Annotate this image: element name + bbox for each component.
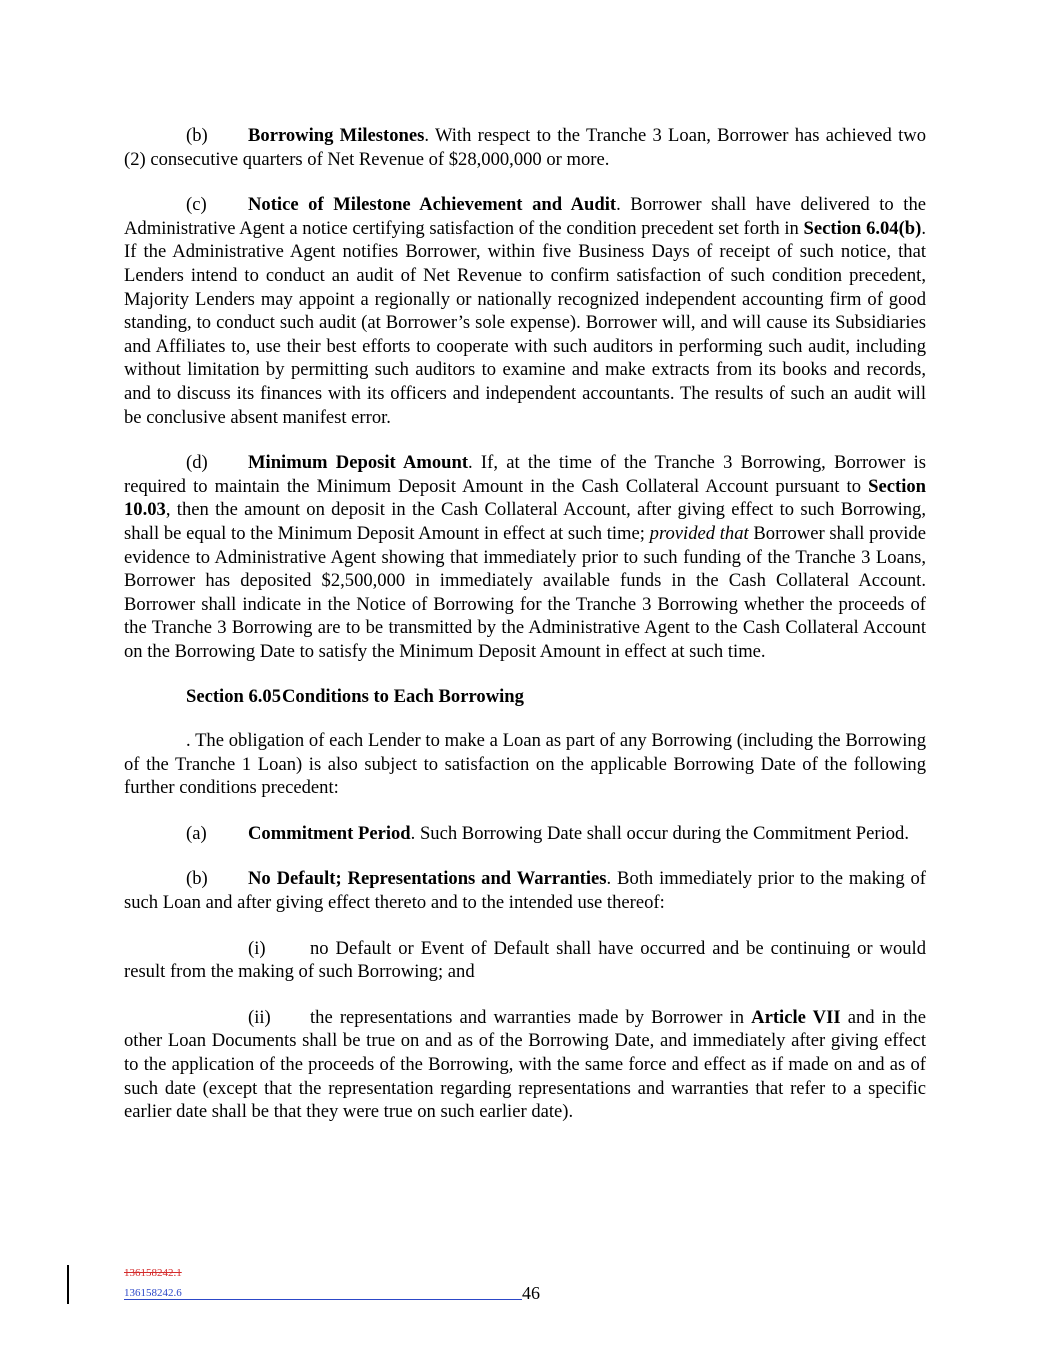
paragraph-text: . If the Administrative Agent notifies Borrower, within five Business Days of receipt of such notice, that Lenders intend to conduct an audit of Net Revenue to confirm satisfaction of such condition precedent, Majority Lenders may appoint a regionally or nationally recognized independent accounting firm of good standing, to conduct such audit (at Borrower’s sole expense). Borrower will, and will cause its Subsidiaries and Affiliates to, use their best efforts to cooperate with such auditors in performing such audit, including without limitation by permitting such auditors to examine and make extracts from its books and records, and to discuss its finances with its officers and independent accountants. The results of such an audit will be conclusive absent manifest error.: [124, 217, 926, 428]
paragraph-tag: (i): [248, 937, 266, 959]
paragraph-tag: (c): [186, 194, 207, 216]
paragraph-text: and in the other Loan Documents shall be true on and as of the Borrowing Date, and immediately after giving effect to the application of the proceeds of the Borrowing, with the same force and effect as if made on and as of such date (except that the representation regarding representations and warranties that refer to a specific earlier date shall be that they were true on such earlier date).: [124, 1006, 926, 1123]
paragraph-text: . Both immediately prior to the making of such Loan and after giving effect thereto and to the intended use thereof:: [124, 868, 926, 914]
paragraph-text: . The obligation of each Lender to make a Loan as part of any Borrowing (including the Borrowing of the Tranche 1 Loan) is also subject to satisfaction on the applicable Borrowing Date of the following further conditions precedent:: [124, 730, 926, 799]
section-reference: Section 10.03: [124, 475, 926, 521]
paragraph-b-borrowing-milestones: [124, 124, 926, 171]
section-intro: [124, 729, 926, 800]
paragraph-d-minimum-deposit: [124, 451, 926, 663]
paragraph-text: . Such Borrowing Date shall occur during the Commitment Period.: [410, 822, 909, 844]
paragraph-tag: (d): [186, 452, 208, 474]
paragraph-title: Minimum Deposit Amount: [248, 452, 469, 474]
paragraph-title: No Default; Representations and Warranties: [248, 868, 607, 890]
paragraph-a-commitment-period: [124, 822, 926, 846]
paragraph-b-no-default: [124, 867, 926, 914]
paragraph-c-notice-of-milestone: [124, 193, 926, 429]
footer-old-doc-id: 136158242.1: [124, 1267, 182, 1279]
section-heading: [124, 685, 926, 709]
paragraph-text: the representations and warranties made by Borrower in: [310, 1006, 752, 1028]
footer-new-doc-id: 136158242.6: [124, 1287, 522, 1300]
section-reference: Section 6.04(b): [803, 217, 922, 239]
subparagraph-i: [124, 937, 926, 984]
paragraph-text: , then the amount on deposit in the Cash Collateral Account, after giving effect to such Borrowing, shall be equal to the Minimum Deposit Amount in effect at such time;: [124, 499, 926, 544]
paragraph-title: Notice of Milestone Achievement and Audit: [248, 194, 617, 216]
paragraph-title: Borrowing Milestones: [248, 125, 425, 146]
paragraph-tag: (ii): [248, 1006, 271, 1028]
subparagraph-ii: [124, 1006, 926, 1124]
paragraph-tag: (a): [186, 822, 207, 844]
paragraph-text: . If, at the time of the Tranche 3 Borrowing, Borrower is required to maintain the Minimum Deposit Amount in the Cash Collateral Account pursuant to: [124, 452, 926, 497]
page-number: 46: [522, 1283, 540, 1303]
article-reference: Article VII: [751, 1006, 841, 1028]
document-page: [124, 124, 926, 1146]
paragraph-text: . Borrower shall have delivered to the Administrative Agent a notice certifying satisfaction of the condition precedent set forth in: [124, 194, 927, 239]
paragraph-tag: (b): [186, 868, 208, 890]
paragraph-tag: (b): [186, 125, 208, 146]
italic-term: provided that: [649, 522, 749, 544]
revision-change-bar: [67, 1265, 69, 1304]
section-number: Section 6.05: [186, 686, 282, 708]
paragraph-title: Commitment Period: [248, 822, 411, 844]
paragraph-text: . With respect to the Tranche 3 Loan, Borrower has achieved two (2) consecutive quarters of Net Revenue of $28,000,000 or more.: [124, 125, 926, 170]
paragraph-text: no Default or Event of Default shall have occurred and be continuing or would result from the making of such Borrowing; and: [124, 937, 926, 983]
paragraph-text: Borrower shall provide evidence to Administrative Agent showing that immediately prior to such funding of the Tranche 3 Loans, Borrower has deposited $2,500,000 in immediately available funds in the Cash Collateral Account. Borrower shall indicate in the Notice of Borrowing for the Tranche 3 Borrowing whether the proceeds of the Tranche 3 Borrowing are to be transmitted by the Administrative Agent to the Cash Collateral Account on the Borrowing Date to satisfy the Minimum Deposit Amount in effect at such time.: [124, 522, 926, 662]
section-title: Conditions to Each Borrowing: [282, 686, 524, 708]
